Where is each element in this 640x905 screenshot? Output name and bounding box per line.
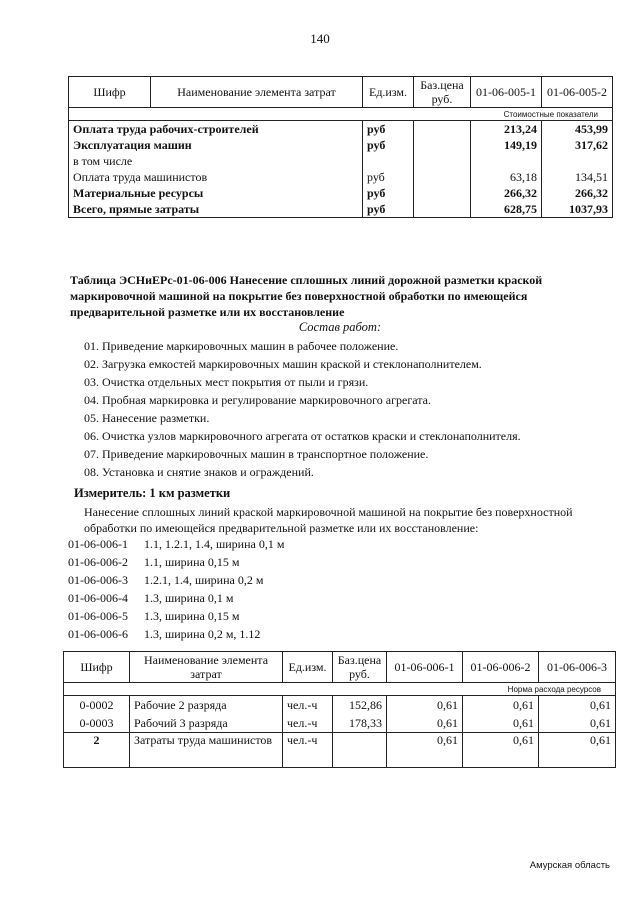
row-value-3: 0,61 <box>539 733 616 768</box>
code-list-item <box>68 573 263 588</box>
row-price: 178,33 <box>333 714 387 733</box>
table-row <box>69 169 613 185</box>
row-price <box>414 121 471 138</box>
work-item: 04. Пробная маркировка и регулирование маркировочного агрегата. <box>84 393 431 407</box>
row-value-3: 0,61 <box>539 714 616 733</box>
code-list-item <box>68 627 260 642</box>
code-number: 01-06-006-6 <box>68 627 128 641</box>
row-code: 0-0003 <box>64 714 130 733</box>
row-value-2: 266,32 <box>542 185 613 201</box>
table-row <box>64 733 616 768</box>
table-row <box>64 696 616 715</box>
row-name: Рабочие 2 разряда <box>130 696 283 715</box>
row-price <box>414 153 471 169</box>
work-item: 02. Загрузка емкостей маркировочных машин краской и стеклонаполнителем. <box>84 357 482 371</box>
table-header-row <box>64 652 616 683</box>
code-list-item <box>68 555 239 570</box>
row-value-2: 0,61 <box>463 696 539 715</box>
row-price <box>414 201 471 218</box>
code-description: 1.2.1, 1.4, ширина 0,2 м <box>144 573 264 587</box>
row-value-1: 149,19 <box>471 137 542 153</box>
row-price <box>333 733 387 768</box>
row-unit: руб <box>363 169 414 185</box>
meter-label: Измеритель: 1 км разметки <box>74 486 231 500</box>
applicability-text: Нанесение сплошных линий краской маркировочной машиной на покрытие без поверхностной обработки по имеющейся предварительной разметке или их восстановление: <box>84 505 573 535</box>
row-name: Рабочий 3 разряда <box>130 714 283 733</box>
row-unit: чел.-ч <box>283 714 333 733</box>
code-number: 01-06-006-1 <box>68 537 128 551</box>
page-number: 140 <box>310 31 330 46</box>
work-item: 08. Установка и снятие знаков и ограждений. <box>84 465 314 479</box>
work-item: 06. Очистка узлов маркировочного агрегата от остатков краски и стеклонаполнителя. <box>84 429 521 443</box>
code-number: 01-06-006-4 <box>68 591 128 605</box>
code-number: 01-06-006-5 <box>68 609 128 623</box>
row-value-1: 63,18 <box>471 169 542 185</box>
row-name: Всего, прямые затраты <box>69 201 363 218</box>
code-number: 01-06-006-3 <box>68 573 128 587</box>
code-description: 1.3, ширина 0,1 м <box>144 591 234 605</box>
row-name: Материальные ресурсы <box>69 185 363 201</box>
subheader-cost-indicators: Стоимостные показатели <box>69 108 613 121</box>
work-item: 03. Очистка отдельных мест покрытия от пыли и грязи. <box>84 375 369 389</box>
row-price <box>414 185 471 201</box>
row-value-1: 213,24 <box>471 121 542 138</box>
subheader-resource-norms: Норма расхода ресурсов <box>64 683 616 696</box>
table-row <box>69 201 613 218</box>
work-item: 01. Приведение маркировочных машин в рабочее положение. <box>84 339 399 353</box>
row-name: в том числе <box>69 153 363 169</box>
table-subheader-row <box>69 108 613 121</box>
row-name: Оплата труда машинистов <box>69 169 363 185</box>
table-row <box>69 153 613 169</box>
row-value-1: 0,61 <box>387 733 463 768</box>
row-unit: руб <box>363 121 414 138</box>
row-value-2: 0,61 <box>463 733 539 768</box>
header-price: Баз.цена руб. <box>333 652 387 683</box>
row-unit: руб <box>363 185 414 201</box>
row-unit <box>363 153 414 169</box>
row-unit: руб <box>363 201 414 218</box>
row-price <box>414 169 471 185</box>
row-code: 2 <box>64 733 130 768</box>
code-number: 01-06-006-2 <box>68 555 128 569</box>
table-subheader-row <box>64 683 616 696</box>
work-item: 07. Приведение маркировочных машин в транспортное положение. <box>84 447 429 461</box>
header-name: Наименование элемента затрат <box>130 652 283 683</box>
row-value-2 <box>542 153 613 169</box>
header-col-3: 01-06-006-3 <box>539 652 616 683</box>
header-code: Шифр <box>69 77 151 108</box>
row-name: Затраты труда машинистов <box>130 733 283 768</box>
row-value-1 <box>471 153 542 169</box>
table-header-row <box>69 77 613 108</box>
work-item: 05. Нанесение разметки. <box>84 411 210 425</box>
table-row <box>64 714 616 733</box>
code-list-item <box>68 609 239 624</box>
row-value-2: 453,99 <box>542 121 613 138</box>
header-code: Шифр <box>64 652 130 683</box>
footer-region: Амурская область <box>529 860 610 871</box>
table-row <box>69 121 613 138</box>
resource-table-006 <box>63 651 616 768</box>
row-unit: чел.-ч <box>283 696 333 715</box>
table-row <box>69 137 613 153</box>
row-unit: чел.-ч <box>283 733 333 768</box>
header-col-1: 01-06-005-1 <box>471 77 542 108</box>
table-title: Таблица ЭСНиЕРс-01-06-006 Нанесение сплошных линий дорожной разметки краской маркировочной машиной на покрытие без поверхностной обработки по имеющейся предварительной разметке или их восстановление <box>70 273 543 319</box>
header-unit: Ед.изм. <box>363 77 414 108</box>
table-row <box>69 185 613 201</box>
header-name: Наименование элемента затрат <box>151 77 363 108</box>
code-description: 1.1, ширина 0,15 м <box>144 555 240 569</box>
header-col-2: 01-06-005-2 <box>542 77 613 108</box>
row-price <box>414 137 471 153</box>
code-description: 1.1, 1.2.1, 1.4, ширина 0,1 м <box>144 537 285 551</box>
row-value-2: 1037,93 <box>542 201 613 218</box>
row-name: Эксплуатация машин <box>69 137 363 153</box>
row-name: Оплата труда рабочих-строителей <box>69 121 363 138</box>
cost-table-005 <box>68 76 613 218</box>
code-list-item <box>68 591 233 606</box>
code-list-item <box>68 537 284 552</box>
row-value-2: 317,62 <box>542 137 613 153</box>
row-code: 0-0002 <box>64 696 130 715</box>
code-description: 1.3, ширина 0,15 м <box>144 609 240 623</box>
row-value-1: 266,32 <box>471 185 542 201</box>
row-price: 152,86 <box>333 696 387 715</box>
header-col-1: 01-06-006-1 <box>387 652 463 683</box>
row-unit: руб <box>363 137 414 153</box>
row-value-2: 0,61 <box>463 714 539 733</box>
code-description: 1.3, ширина 0,2 м, 1.12 <box>144 627 261 641</box>
header-price: Баз.цена руб. <box>414 77 471 108</box>
row-value-3: 0,61 <box>539 696 616 715</box>
row-value-2: 134,51 <box>542 169 613 185</box>
row-value-1: 628,75 <box>471 201 542 218</box>
composition-title: Состав работ: <box>298 320 382 334</box>
header-col-2: 01-06-006-2 <box>463 652 539 683</box>
row-value-1: 0,61 <box>387 696 463 715</box>
header-unit: Ед.изм. <box>283 652 333 683</box>
row-value-1: 0,61 <box>387 714 463 733</box>
